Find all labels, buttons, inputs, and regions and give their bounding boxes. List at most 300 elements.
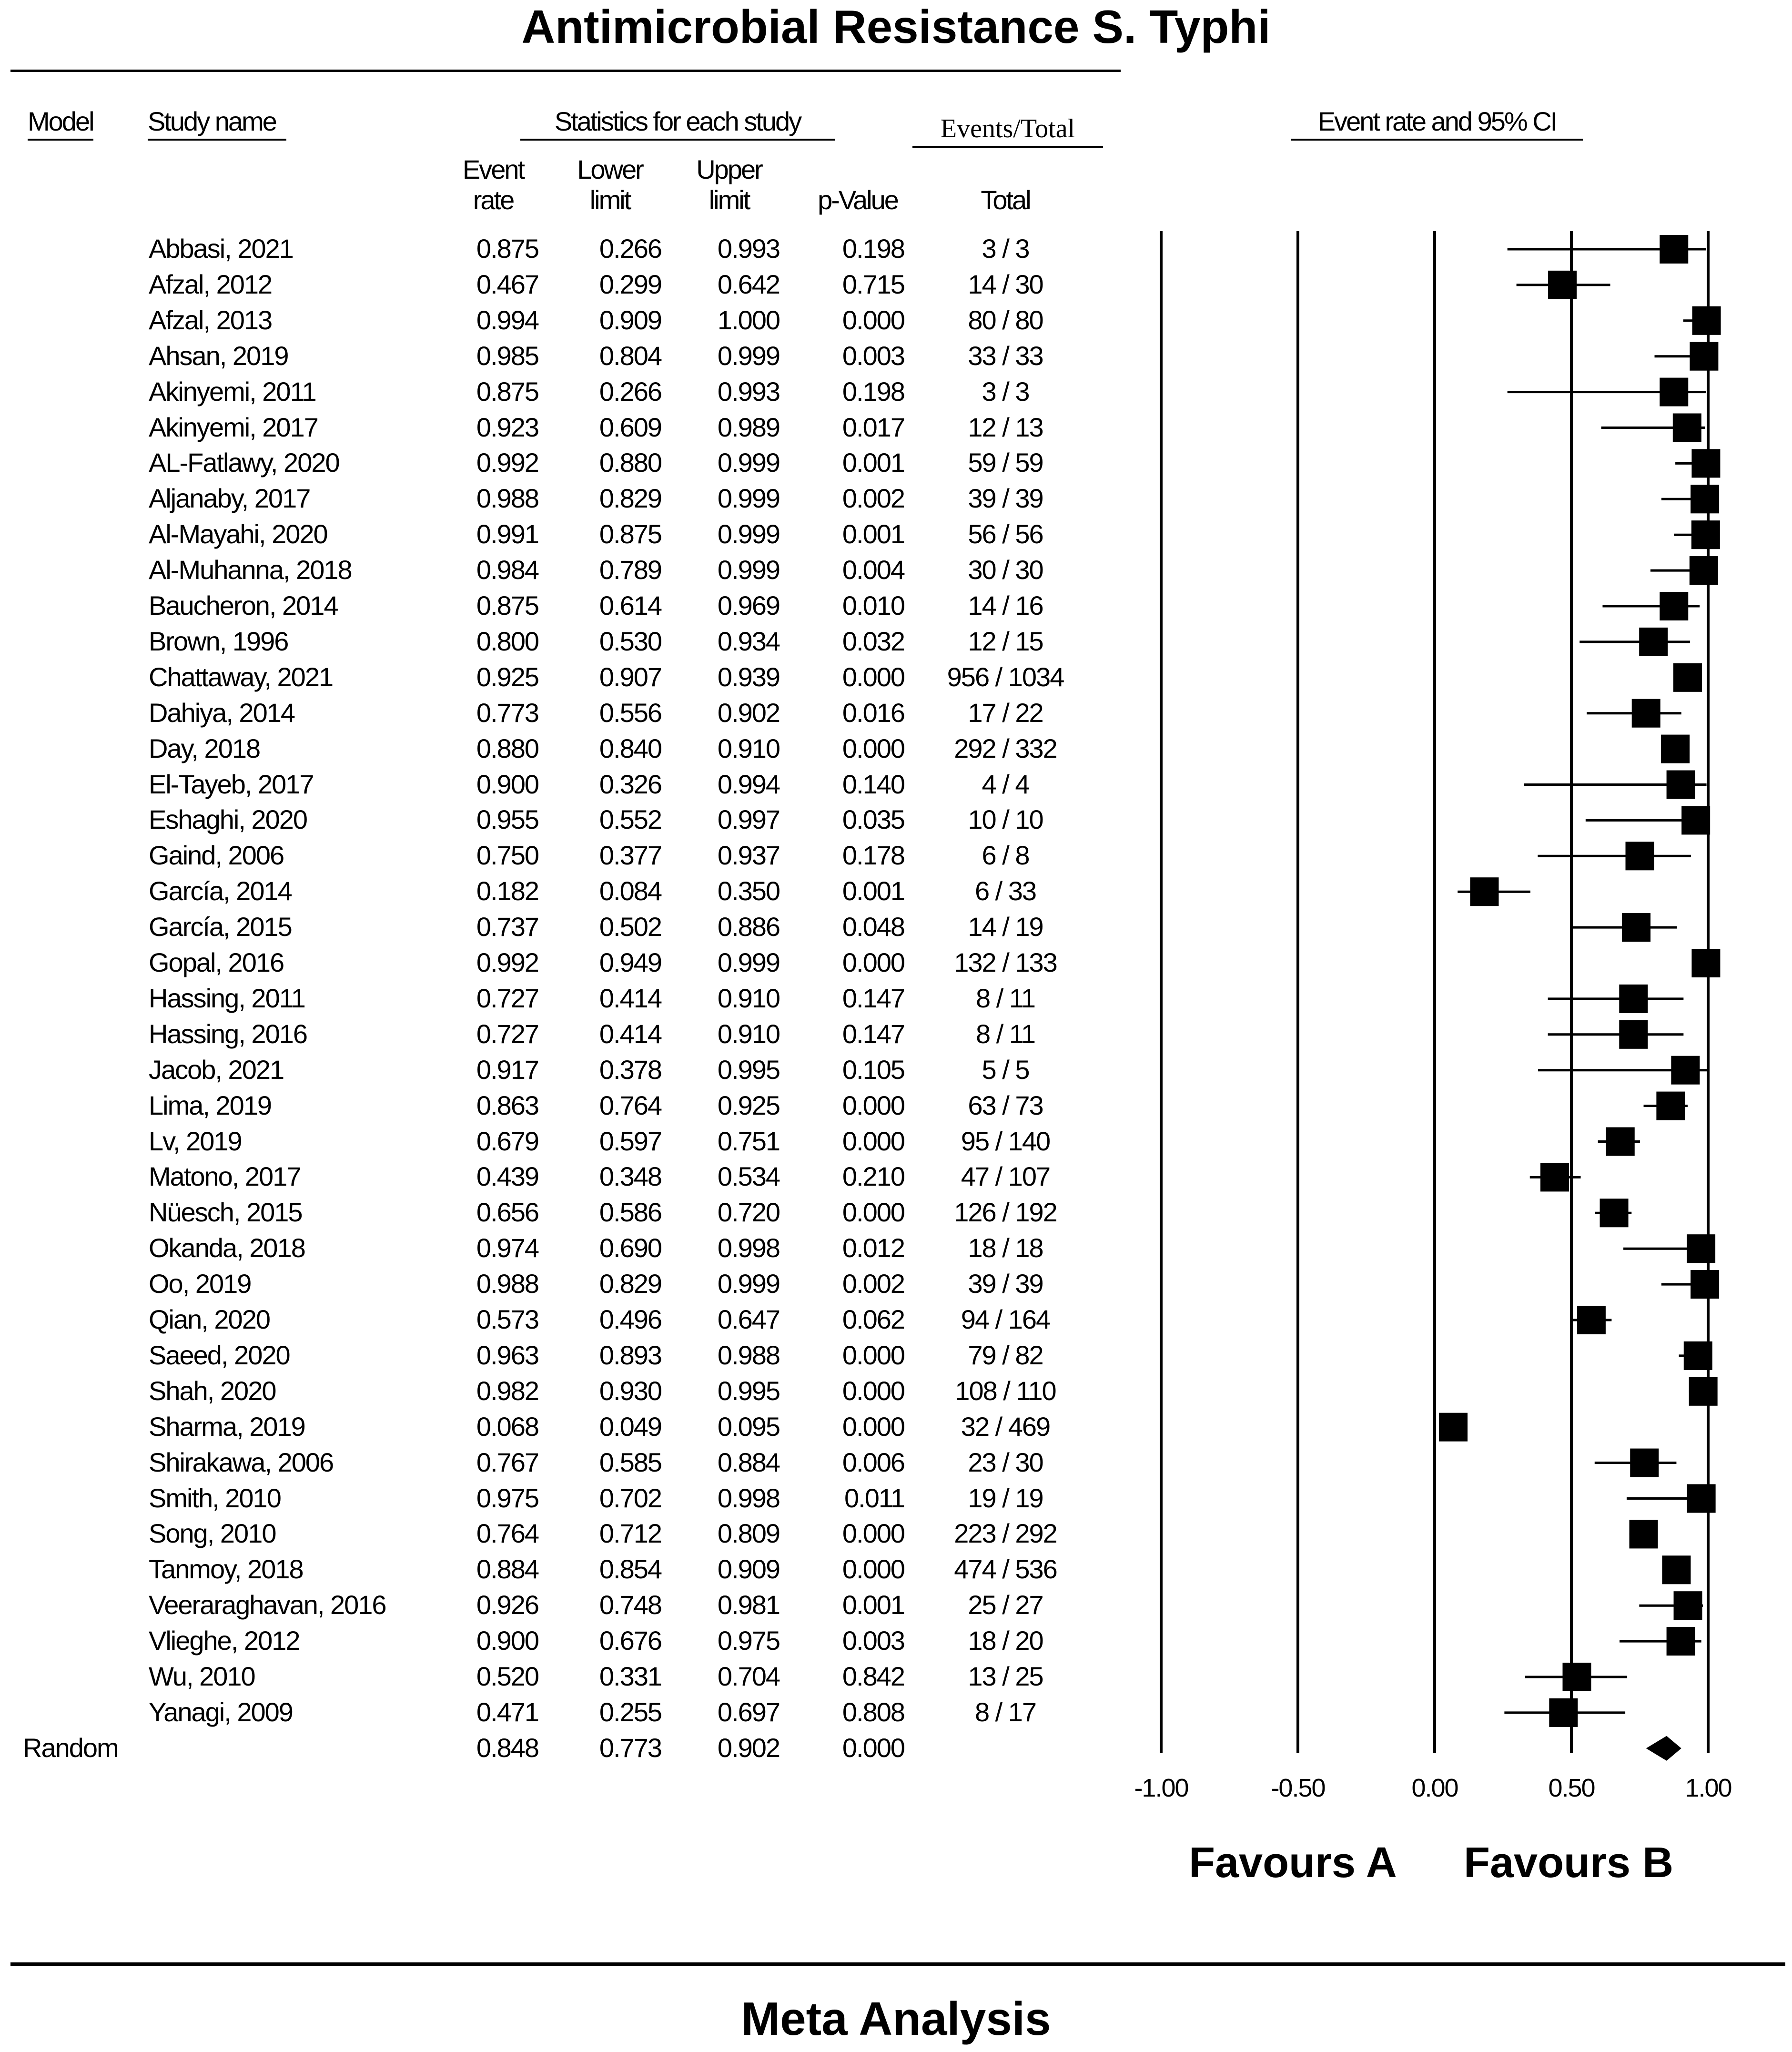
p-value: 0.147 xyxy=(842,1018,904,1049)
upper-limit-value: 0.751 xyxy=(717,1126,780,1156)
event-rate-value: 0.925 xyxy=(476,661,538,692)
upper-limit-value: 0.995 xyxy=(717,1054,780,1085)
effect-marker xyxy=(1630,1449,1659,1477)
effect-marker xyxy=(1660,592,1688,620)
x-tick-label: -1.00 xyxy=(1134,1774,1188,1802)
study-name: Jacob, 2021 xyxy=(149,1054,284,1085)
upper-limit-value: 0.095 xyxy=(717,1411,780,1442)
header-statistics: Statistics for each study xyxy=(520,106,835,141)
effect-marker xyxy=(1632,699,1660,728)
upper-limit-value: 0.995 xyxy=(717,1375,780,1406)
event-rate-value: 0.773 xyxy=(476,697,538,728)
study-name: Yanagi, 2009 xyxy=(149,1696,293,1727)
effect-marker xyxy=(1691,449,1720,477)
p-value: 0.006 xyxy=(842,1447,904,1477)
p-value: 0.001 xyxy=(842,519,904,549)
events-total-value: 32 / 469 xyxy=(961,1411,1050,1442)
effect-marker xyxy=(1656,1092,1685,1120)
p-value: 0.000 xyxy=(842,1197,904,1228)
study-name: Al-Muhanna, 2018 xyxy=(149,555,352,585)
upper-limit-value: 0.909 xyxy=(717,1554,780,1585)
p-value: 0.003 xyxy=(842,1625,904,1656)
p-value: 0.198 xyxy=(842,376,904,406)
p-value: 0.048 xyxy=(842,912,904,942)
event-rate-value: 0.994 xyxy=(476,305,538,335)
p-value: 0.004 xyxy=(842,555,904,585)
events-total-value: 39 / 39 xyxy=(968,483,1043,514)
event-rate-value: 0.988 xyxy=(476,483,538,514)
p-value: 0.000 xyxy=(842,733,904,763)
study-name: Akinyemi, 2011 xyxy=(149,376,316,406)
events-total-value: 3 / 3 xyxy=(982,234,1029,264)
effect-marker xyxy=(1660,378,1688,406)
events-total-value: 8 / 11 xyxy=(976,983,1035,1013)
lower-limit-value: 0.266 xyxy=(599,376,661,406)
lower-limit-value: 0.804 xyxy=(599,340,661,371)
lower-limit-value: 0.552 xyxy=(599,804,661,835)
upper-limit-value: 0.809 xyxy=(717,1518,780,1549)
lower-limit-value: 0.586 xyxy=(599,1197,661,1228)
effect-marker xyxy=(1673,663,1702,692)
effect-marker xyxy=(1619,985,1648,1013)
event-rate-value: 0.727 xyxy=(476,1018,538,1049)
upper-limit-value: 0.350 xyxy=(717,876,780,906)
p-value: 0.000 xyxy=(842,1340,904,1370)
events-total-value: 474 / 536 xyxy=(954,1554,1057,1585)
effect-marker xyxy=(1622,913,1650,942)
effect-marker xyxy=(1667,771,1695,799)
event-rate-value: 0.439 xyxy=(476,1161,538,1192)
effect-marker xyxy=(1689,1377,1718,1406)
p-value: 0.000 xyxy=(842,947,904,977)
upper-limit-value: 0.910 xyxy=(717,733,780,763)
lower-limit-value: 0.748 xyxy=(599,1590,661,1620)
study-name: Hassing, 2011 xyxy=(149,983,305,1013)
lower-limit-value: 0.829 xyxy=(599,483,661,514)
upper-limit-value: 0.999 xyxy=(717,519,780,549)
upper-limit-value: 0.902 xyxy=(717,697,780,728)
events-total-value: 95 / 140 xyxy=(961,1126,1050,1156)
study-name: Vlieghe, 2012 xyxy=(149,1625,300,1656)
event-rate-value: 0.875 xyxy=(476,234,538,264)
header-total: Total xyxy=(981,185,1030,215)
upper-limit-value: 0.886 xyxy=(717,912,780,942)
effect-marker xyxy=(1630,1520,1658,1548)
events-total-value: 3 / 3 xyxy=(982,376,1029,406)
upper-limit-value: 0.999 xyxy=(717,340,780,371)
upper-limit-value: 0.975 xyxy=(717,1625,780,1656)
summary-lower-limit: 0.773 xyxy=(599,1732,661,1763)
effect-marker xyxy=(1690,342,1718,371)
p-value: 0.210 xyxy=(842,1161,904,1192)
lower-limit-value: 0.326 xyxy=(599,769,661,799)
lower-limit-value: 0.377 xyxy=(599,840,661,871)
lower-limit-value: 0.266 xyxy=(599,234,661,264)
events-total-value: 6 / 33 xyxy=(974,876,1036,906)
lower-limit-value: 0.949 xyxy=(599,947,661,977)
footer-title: Meta Analysis xyxy=(741,1992,1051,2045)
events-total-value: 10 / 10 xyxy=(968,804,1043,835)
effect-marker xyxy=(1626,842,1654,870)
p-value: 0.001 xyxy=(842,447,904,478)
effect-marker xyxy=(1660,235,1688,264)
events-total-value: 12 / 15 xyxy=(968,626,1043,656)
p-value: 0.032 xyxy=(842,626,904,656)
p-value: 0.105 xyxy=(842,1054,904,1085)
lower-limit-value: 0.712 xyxy=(599,1518,661,1549)
chart-title: Antimicrobial Resistance S. Typhi xyxy=(521,0,1271,53)
event-rate-value: 0.471 xyxy=(476,1696,538,1727)
lower-limit-value: 0.854 xyxy=(599,1554,661,1585)
effect-marker xyxy=(1562,1663,1591,1691)
p-value: 0.017 xyxy=(842,412,904,442)
p-value: 0.011 xyxy=(844,1483,904,1513)
effect-marker xyxy=(1470,877,1498,906)
lower-limit-value: 0.907 xyxy=(599,661,661,692)
effect-marker xyxy=(1692,306,1721,335)
header-upper-limit-line2: limit xyxy=(709,185,749,215)
event-rate-value: 0.727 xyxy=(476,983,538,1013)
upper-limit-value: 0.939 xyxy=(717,661,780,692)
p-value: 0.062 xyxy=(842,1304,904,1334)
upper-limit-value: 0.989 xyxy=(717,412,780,442)
study-name: Shah, 2020 xyxy=(149,1375,276,1406)
upper-limit-value: 0.937 xyxy=(717,840,780,871)
effect-marker xyxy=(1662,1555,1691,1584)
p-value: 0.178 xyxy=(842,840,904,871)
events-total-value: 56 / 56 xyxy=(968,519,1043,549)
study-name: Akinyemi, 2017 xyxy=(149,412,318,442)
upper-limit-value: 0.969 xyxy=(717,590,780,620)
lower-limit-value: 0.414 xyxy=(599,1018,661,1049)
x-tick-label: -0.50 xyxy=(1271,1774,1325,1802)
event-rate-value: 0.068 xyxy=(476,1411,538,1442)
upper-limit-value: 0.988 xyxy=(717,1340,780,1370)
events-total-value: 59 / 59 xyxy=(968,447,1043,478)
events-total-value: 126 / 192 xyxy=(954,1197,1057,1228)
p-value: 0.010 xyxy=(842,590,904,620)
events-total-value: 18 / 20 xyxy=(968,1625,1043,1656)
study-name: El-Tayeb, 2017 xyxy=(149,769,314,799)
upper-limit-value: 0.720 xyxy=(717,1197,780,1228)
events-total-value: 292 / 332 xyxy=(954,733,1057,763)
event-rate-value: 0.992 xyxy=(476,947,538,977)
lower-limit-value: 0.049 xyxy=(599,1411,661,1442)
header-event-rate-line2: rate xyxy=(473,185,514,215)
footer-rule xyxy=(10,1962,1785,1966)
event-rate-value: 0.988 xyxy=(476,1269,538,1299)
header-upper-limit-line1: Upper xyxy=(696,154,762,184)
effect-marker xyxy=(1639,628,1668,656)
summary-upper-limit: 0.902 xyxy=(717,1732,780,1763)
study-name: Veeraraghavan, 2016 xyxy=(149,1590,386,1620)
event-rate-value: 0.863 xyxy=(476,1090,538,1120)
effect-marker xyxy=(1540,1163,1569,1191)
events-total-value: 19 / 19 xyxy=(968,1483,1043,1513)
lower-limit-value: 0.840 xyxy=(599,733,661,763)
effect-marker xyxy=(1606,1128,1635,1156)
lower-limit-value: 0.331 xyxy=(599,1661,661,1691)
upper-limit-value: 1.000 xyxy=(717,305,780,335)
favours-b-label: Favours B xyxy=(1464,1839,1674,1887)
p-value: 0.035 xyxy=(842,804,904,835)
study-name: Gaind, 2006 xyxy=(149,840,284,871)
lower-limit-value: 0.676 xyxy=(599,1625,661,1656)
study-name: Lima, 2019 xyxy=(149,1090,272,1120)
effect-marker xyxy=(1691,485,1719,513)
events-total-value: 18 / 18 xyxy=(968,1233,1043,1263)
events-total-value: 33 / 33 xyxy=(968,340,1043,371)
event-rate-value: 0.875 xyxy=(476,590,538,620)
upper-limit-value: 0.999 xyxy=(717,947,780,977)
events-total-value: 12 / 13 xyxy=(968,412,1043,442)
events-total-value: 956 / 1034 xyxy=(947,661,1064,692)
event-rate-value: 0.900 xyxy=(476,769,538,799)
lower-limit-value: 0.764 xyxy=(599,1090,661,1120)
header-lower-limit-line2: limit xyxy=(589,185,630,215)
event-rate-value: 0.800 xyxy=(476,626,538,656)
event-rate-value: 0.737 xyxy=(476,912,538,942)
upper-limit-value: 0.534 xyxy=(717,1161,780,1192)
event-rate-value: 0.955 xyxy=(476,804,538,835)
upper-limit-value: 0.993 xyxy=(717,234,780,264)
p-value: 0.012 xyxy=(842,1233,904,1263)
event-rate-value: 0.982 xyxy=(476,1375,538,1406)
study-name: Oo, 2019 xyxy=(149,1269,251,1299)
effect-marker xyxy=(1549,1698,1578,1727)
p-value: 0.000 xyxy=(842,1554,904,1585)
x-tick-label: 0.00 xyxy=(1411,1774,1458,1802)
event-rate-value: 0.992 xyxy=(476,447,538,478)
study-name: Baucheron, 2014 xyxy=(149,590,338,620)
upper-limit-value: 0.925 xyxy=(717,1090,780,1120)
p-value: 0.001 xyxy=(842,876,904,906)
events-total-value: 8 / 11 xyxy=(976,1018,1035,1049)
study-name: Shirakawa, 2006 xyxy=(149,1447,334,1477)
effect-marker xyxy=(1439,1413,1468,1442)
upper-limit-value: 0.998 xyxy=(717,1483,780,1513)
event-rate-value: 0.679 xyxy=(476,1126,538,1156)
lower-limit-value: 0.909 xyxy=(599,305,661,335)
upper-limit-value: 0.999 xyxy=(717,447,780,478)
study-name: Al-Mayahi, 2020 xyxy=(149,519,327,549)
event-rate-value: 0.884 xyxy=(476,1554,538,1585)
event-rate-value: 0.963 xyxy=(476,1340,538,1370)
event-rate-value: 0.750 xyxy=(476,840,538,871)
p-value: 0.140 xyxy=(842,769,904,799)
header-lower-limit-line1: Lower xyxy=(577,154,643,184)
upper-limit-value: 0.981 xyxy=(717,1590,780,1620)
effect-marker xyxy=(1671,1056,1700,1085)
header-events-total: Events/Total xyxy=(912,113,1103,148)
study-name: Nüesch, 2015 xyxy=(149,1197,302,1228)
events-total-value: 23 / 30 xyxy=(968,1447,1043,1477)
summary-event-rate: 0.848 xyxy=(476,1732,538,1763)
lower-limit-value: 0.299 xyxy=(599,269,661,299)
lower-limit-value: 0.609 xyxy=(599,412,661,442)
p-value: 0.001 xyxy=(842,1590,904,1620)
study-name: Chattaway, 2021 xyxy=(149,661,333,692)
study-name: Saeed, 2020 xyxy=(149,1340,290,1370)
p-value: 0.715 xyxy=(842,269,904,299)
p-value: 0.000 xyxy=(842,1126,904,1156)
event-rate-value: 0.900 xyxy=(476,1625,538,1656)
events-total-value: 14 / 19 xyxy=(968,912,1043,942)
p-value: 0.000 xyxy=(842,1375,904,1406)
events-total-value: 63 / 73 xyxy=(968,1090,1043,1120)
p-value: 0.002 xyxy=(842,483,904,514)
lower-limit-value: 0.690 xyxy=(599,1233,661,1263)
effect-marker xyxy=(1681,806,1710,834)
study-name: Tanmoy, 2018 xyxy=(149,1554,303,1585)
lower-limit-value: 0.585 xyxy=(599,1447,661,1477)
effect-marker xyxy=(1661,735,1690,763)
x-tick-label: 0.50 xyxy=(1548,1774,1595,1802)
upper-limit-value: 0.999 xyxy=(717,1269,780,1299)
lower-limit-value: 0.502 xyxy=(599,912,661,942)
lower-limit-value: 0.348 xyxy=(599,1161,661,1192)
events-total-value: 8 / 17 xyxy=(974,1696,1036,1727)
study-name: Lv, 2019 xyxy=(149,1126,242,1156)
effect-marker xyxy=(1687,1484,1716,1513)
effect-marker xyxy=(1619,1020,1648,1049)
study-name: Brown, 1996 xyxy=(149,626,288,656)
effect-marker xyxy=(1684,1341,1712,1370)
event-rate-value: 0.923 xyxy=(476,412,538,442)
lower-limit-value: 0.702 xyxy=(599,1483,661,1513)
header-event-rate-line1: Event xyxy=(462,154,524,184)
effect-marker xyxy=(1674,1591,1702,1620)
p-value: 0.000 xyxy=(842,1411,904,1442)
effect-marker xyxy=(1691,1270,1719,1299)
summary-p-value: 0.000 xyxy=(842,1732,904,1763)
p-value: 0.198 xyxy=(842,234,904,264)
lower-limit-value: 0.789 xyxy=(599,555,661,585)
upper-limit-value: 0.999 xyxy=(717,483,780,514)
event-rate-value: 0.767 xyxy=(476,1447,538,1477)
study-name: García, 2015 xyxy=(149,912,292,942)
upper-limit-value: 0.994 xyxy=(717,769,780,799)
lower-limit-value: 0.597 xyxy=(599,1126,661,1156)
p-value: 0.000 xyxy=(842,1090,904,1120)
p-value: 0.000 xyxy=(842,1518,904,1549)
effect-marker xyxy=(1691,520,1720,549)
event-rate-value: 0.467 xyxy=(476,269,538,299)
effect-marker xyxy=(1687,1234,1715,1263)
study-name: Dahiya, 2014 xyxy=(149,697,295,728)
effect-marker xyxy=(1690,556,1718,585)
study-name: Abbasi, 2021 xyxy=(149,234,293,264)
study-name: Hassing, 2016 xyxy=(149,1018,307,1049)
event-rate-value: 0.985 xyxy=(476,340,538,371)
events-total-value: 25 / 27 xyxy=(968,1590,1043,1620)
events-total-value: 6 / 8 xyxy=(982,840,1029,871)
summary-model-label: Random xyxy=(23,1732,118,1763)
upper-limit-value: 0.998 xyxy=(717,1233,780,1263)
study-name: AL-Fatlawy, 2020 xyxy=(149,447,339,478)
study-name: Ahsan, 2019 xyxy=(149,340,288,371)
events-total-value: 30 / 30 xyxy=(968,555,1043,585)
study-name: García, 2014 xyxy=(149,876,292,906)
events-total-value: 132 / 133 xyxy=(954,947,1057,977)
study-name: Sharma, 2019 xyxy=(149,1411,305,1442)
header-model: Model xyxy=(28,106,93,141)
study-name: Eshaghi, 2020 xyxy=(149,804,307,835)
event-rate-value: 0.764 xyxy=(476,1518,538,1549)
upper-limit-value: 0.999 xyxy=(717,555,780,585)
study-name: Matono, 2017 xyxy=(149,1161,301,1192)
p-value: 0.016 xyxy=(842,697,904,728)
upper-limit-value: 0.910 xyxy=(717,983,780,1013)
lower-limit-value: 0.930 xyxy=(599,1375,661,1406)
lower-limit-value: 0.614 xyxy=(599,590,661,620)
header-plot: Event rate and 95% CI xyxy=(1291,106,1583,141)
study-name: Qian, 2020 xyxy=(149,1304,270,1334)
effect-marker xyxy=(1667,1627,1695,1656)
upper-limit-value: 0.642 xyxy=(717,269,780,299)
event-rate-value: 0.991 xyxy=(476,519,538,549)
study-name: Song, 2010 xyxy=(149,1518,276,1549)
p-value: 0.003 xyxy=(842,340,904,371)
p-value: 0.002 xyxy=(842,1269,904,1299)
lower-limit-value: 0.414 xyxy=(599,983,661,1013)
p-value: 0.000 xyxy=(842,661,904,692)
upper-limit-value: 0.704 xyxy=(717,1661,780,1691)
event-rate-value: 0.573 xyxy=(476,1304,538,1334)
events-total-value: 14 / 16 xyxy=(968,590,1043,620)
study-name: Okanda, 2018 xyxy=(149,1233,305,1263)
lower-limit-value: 0.880 xyxy=(599,447,661,478)
effect-marker xyxy=(1691,949,1720,977)
effect-marker xyxy=(1548,271,1577,299)
event-rate-value: 0.182 xyxy=(476,876,538,906)
study-name: Afzal, 2012 xyxy=(149,269,272,299)
lower-limit-value: 0.875 xyxy=(599,519,661,549)
x-tick-label: 1.00 xyxy=(1685,1774,1731,1802)
lower-limit-value: 0.530 xyxy=(599,626,661,656)
upper-limit-value: 0.884 xyxy=(717,1447,780,1477)
study-name: Aljanaby, 2017 xyxy=(149,483,310,514)
upper-limit-value: 0.993 xyxy=(717,376,780,406)
upper-limit-value: 0.997 xyxy=(717,804,780,835)
header-p-value: p-Value xyxy=(818,185,898,215)
lower-limit-value: 0.556 xyxy=(599,697,661,728)
lower-limit-value: 0.084 xyxy=(599,876,661,906)
events-total-value: 47 / 107 xyxy=(961,1161,1050,1192)
events-total-value: 80 / 80 xyxy=(968,305,1043,335)
effect-marker xyxy=(1673,414,1701,442)
events-total-value: 5 / 5 xyxy=(982,1054,1029,1085)
event-rate-value: 0.875 xyxy=(476,376,538,406)
event-rate-value: 0.974 xyxy=(476,1233,538,1263)
lower-limit-value: 0.255 xyxy=(599,1696,661,1727)
lower-limit-value: 0.829 xyxy=(599,1269,661,1299)
events-total-value: 39 / 39 xyxy=(968,1269,1043,1299)
summary-diamond xyxy=(1646,1736,1681,1761)
event-rate-value: 0.520 xyxy=(476,1661,538,1691)
events-total-value: 94 / 164 xyxy=(961,1304,1050,1334)
events-total-value: 79 / 82 xyxy=(968,1340,1043,1370)
event-rate-value: 0.975 xyxy=(476,1483,538,1513)
study-name: Day, 2018 xyxy=(149,733,260,763)
lower-limit-value: 0.893 xyxy=(599,1340,661,1370)
upper-limit-value: 0.934 xyxy=(717,626,780,656)
upper-limit-value: 0.910 xyxy=(717,1018,780,1049)
events-total-value: 4 / 4 xyxy=(982,769,1029,799)
event-rate-value: 0.917 xyxy=(476,1054,538,1085)
event-rate-value: 0.926 xyxy=(476,1590,538,1620)
event-rate-value: 0.984 xyxy=(476,555,538,585)
